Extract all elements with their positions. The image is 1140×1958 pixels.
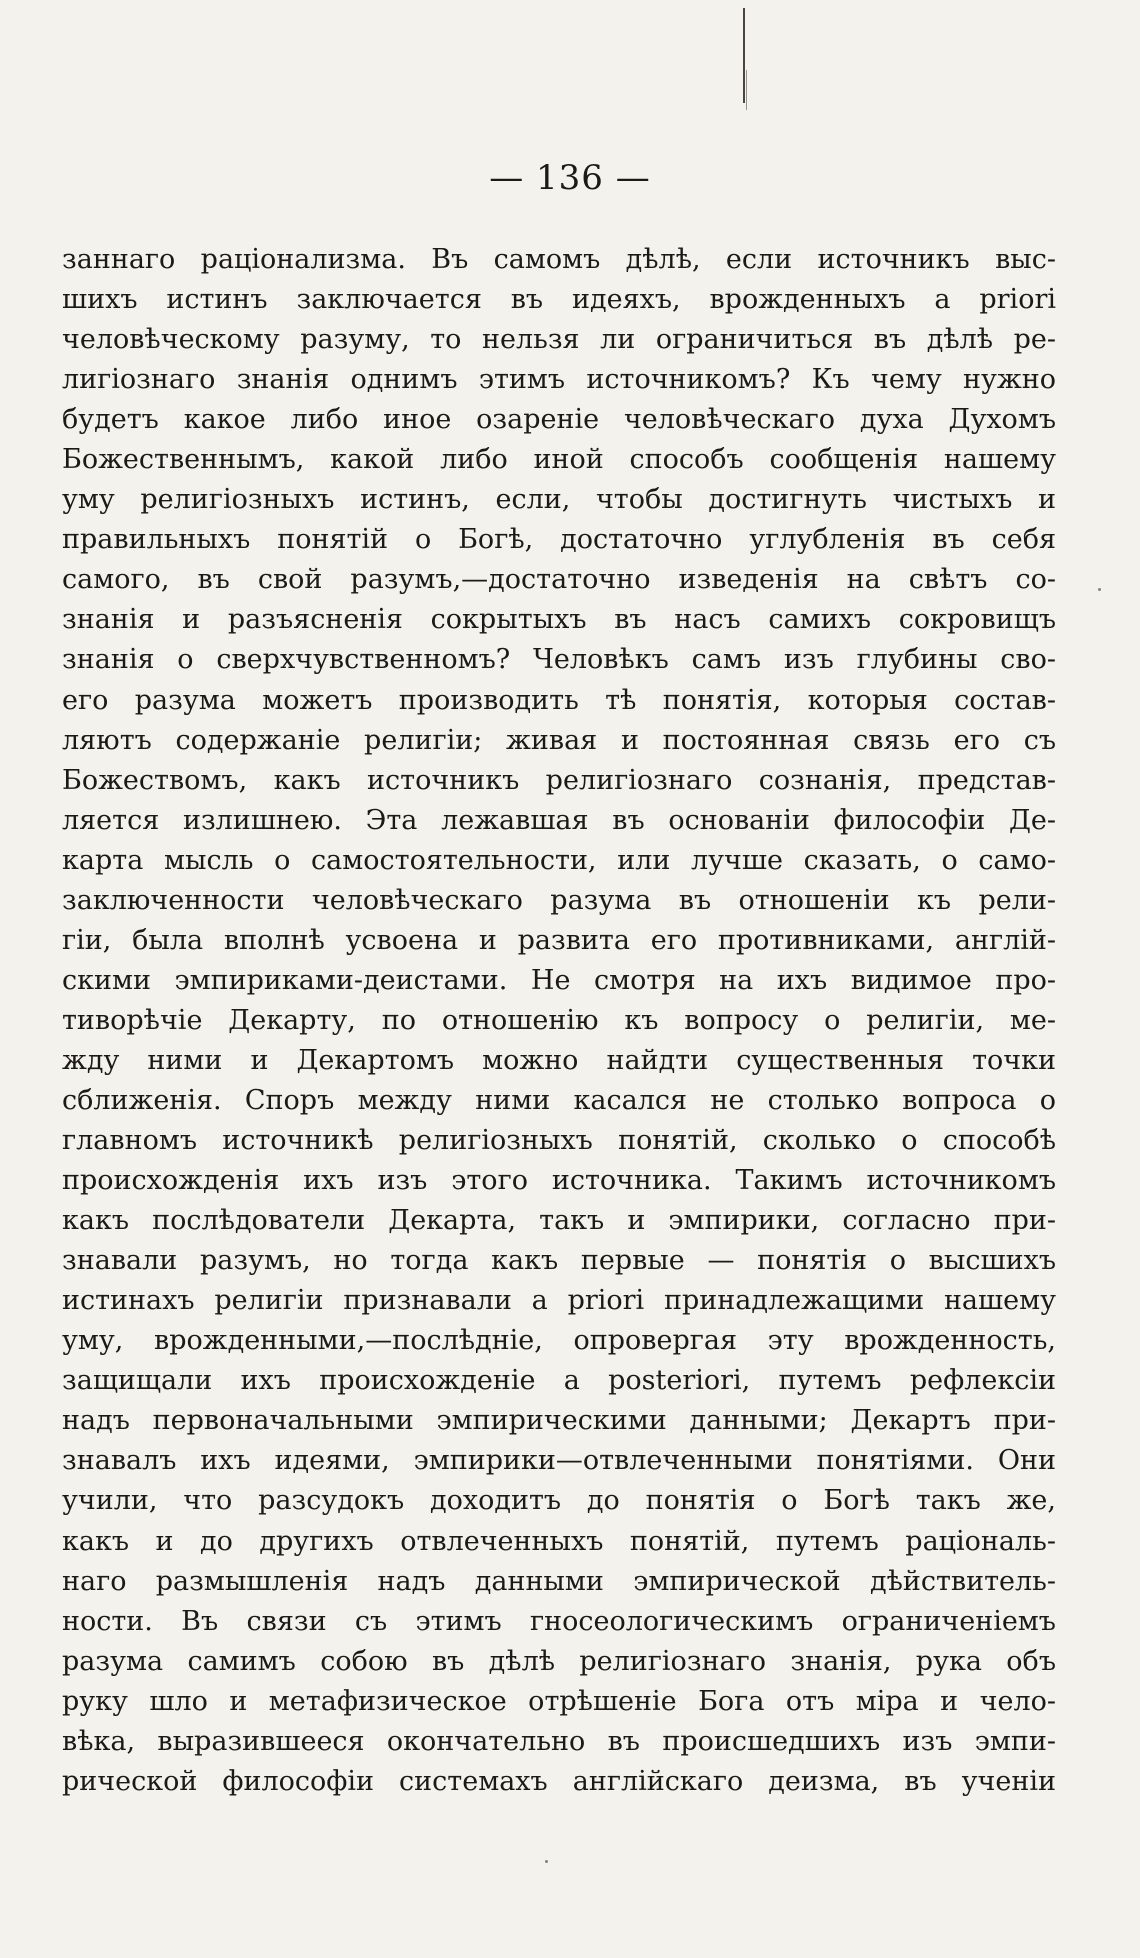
scan-speck [545,1860,548,1863]
text-line: гіи, была вполнѣ усвоена и развита его противниками, англій- [62,924,1056,956]
text-line: уму, врожденными,—послѣдніе, опровергая эту врожденность, [62,1325,1056,1357]
text-line: уму религіозныхъ истинъ, если, чтобы достигнуть чистыхъ и [62,484,1056,516]
body-text [62,240,1056,1802]
text-line: наго размышленія надъ данными эмпирической дѣйствитель- [62,1565,1056,1597]
text-line: ности. Въ связи съ этимъ гносеологическимъ ограниченіемъ [62,1605,1056,1637]
text-line: заключенности человѣческаго разума въ отношеніи къ рели- [62,884,1056,916]
scan-artifact-line [746,70,747,110]
text-line: какъ послѣдователи Декарта, такъ и эмпирики, согласно при- [62,1205,1056,1237]
text-line: ляется излишнею. Эта лежавшая въ основаніи философіи Де- [62,804,1056,836]
text-line: Божественнымъ, какой либо иной способъ сообщенія нашему [62,444,1056,476]
text-line: заннаго раціонализма. Въ самомъ дѣлѣ, если источникъ выс- [62,244,1056,275]
text-line: карта мысль о самостоятельности, или лучше сказать, о само- [62,844,1056,876]
text-line: скими эмпириками-деистами. Не смотря на ихъ видимое про- [62,964,1056,996]
text-line: какъ и до другихъ отвлеченныхъ понятій, путемъ раціональ- [62,1525,1056,1557]
text-line: самого, въ свой разумъ,—достаточно изведенія на свѣтъ со- [62,564,1056,596]
text-line: знанія и разъясненія сокрытыхъ въ насъ самихъ сокровищъ [62,604,1056,636]
text-line: рической философіи системахъ англійскаго деизма, въ ученіи [62,1765,1056,1797]
scan-speck [1098,588,1101,591]
text-line: будетъ какое либо иное озареніе человѣческаго духа Духомъ [62,404,1056,436]
text-line: происхожденія ихъ изъ этого источника. Такимъ источникомъ [62,1165,1056,1197]
text-line: Божествомъ, какъ источникъ религіознаго сознанія, представ- [62,764,1056,796]
text-line: знавалъ ихъ идеями, эмпирики—отвлеченными понятіями. Они [62,1445,1056,1477]
text-line: сближенія. Споръ между ними касался не столько вопроса о [62,1084,1056,1116]
text-line: учили, что разсудокъ доходитъ до понятія о Богѣ такъ же, [62,1485,1056,1517]
text-line: жду ними и Декартомъ можно найдти существенныя точки [62,1044,1056,1076]
text-line: надъ первоначальными эмпирическими данными; Декартъ при- [62,1405,1056,1437]
text-line: вѣка, выразившееся окончательно въ происшедшихъ изъ эмпи- [62,1725,1056,1757]
text-line: руку шло и метафизическое отрѣшеніе Бога отъ міра и чело- [62,1685,1056,1717]
text-line: разума самимъ собою въ дѣлѣ религіознаго знанія, рука объ [62,1645,1056,1677]
text-line: его разума можетъ производить тѣ понятія, которыя состав- [62,684,1056,716]
text-line: шихъ истинъ заключается въ идеяхъ, врожденныхъ a priori [62,284,1056,316]
text-line: ляютъ содержаніе религіи; живая и постоянная связь его съ [62,724,1056,756]
text-line: тиворѣчіе Декарту, по отношенію къ вопросу о религіи, ме- [62,1004,1056,1036]
text-line: правильныхъ понятій о Богѣ, достаточно углубленія въ себя [62,524,1056,556]
text-line: знавали разумъ, но тогда какъ первые — понятія о высшихъ [62,1245,1056,1277]
text-line: лигіознаго знанія однимъ этимъ источникомъ? Къ чему нужно [62,364,1056,396]
text-line: истинахъ религіи признавали a priori принадлежащими нашему [62,1285,1056,1317]
text-line: защищали ихъ происхожденіе a posteriori, путемъ рефлексіи [62,1365,1056,1397]
text-line: человѣческому разуму, то нельзя ли ограничиться въ дѣлѣ ре- [62,324,1056,356]
scan-artifact-line [743,8,745,103]
text-line: знанія о сверхчувственномъ? Человѣкъ самъ изъ глубины сво- [62,644,1056,676]
page-number: — 136 — [489,158,651,198]
text-line: главномъ источникѣ религіозныхъ понятій, сколько о способѣ [62,1125,1056,1157]
